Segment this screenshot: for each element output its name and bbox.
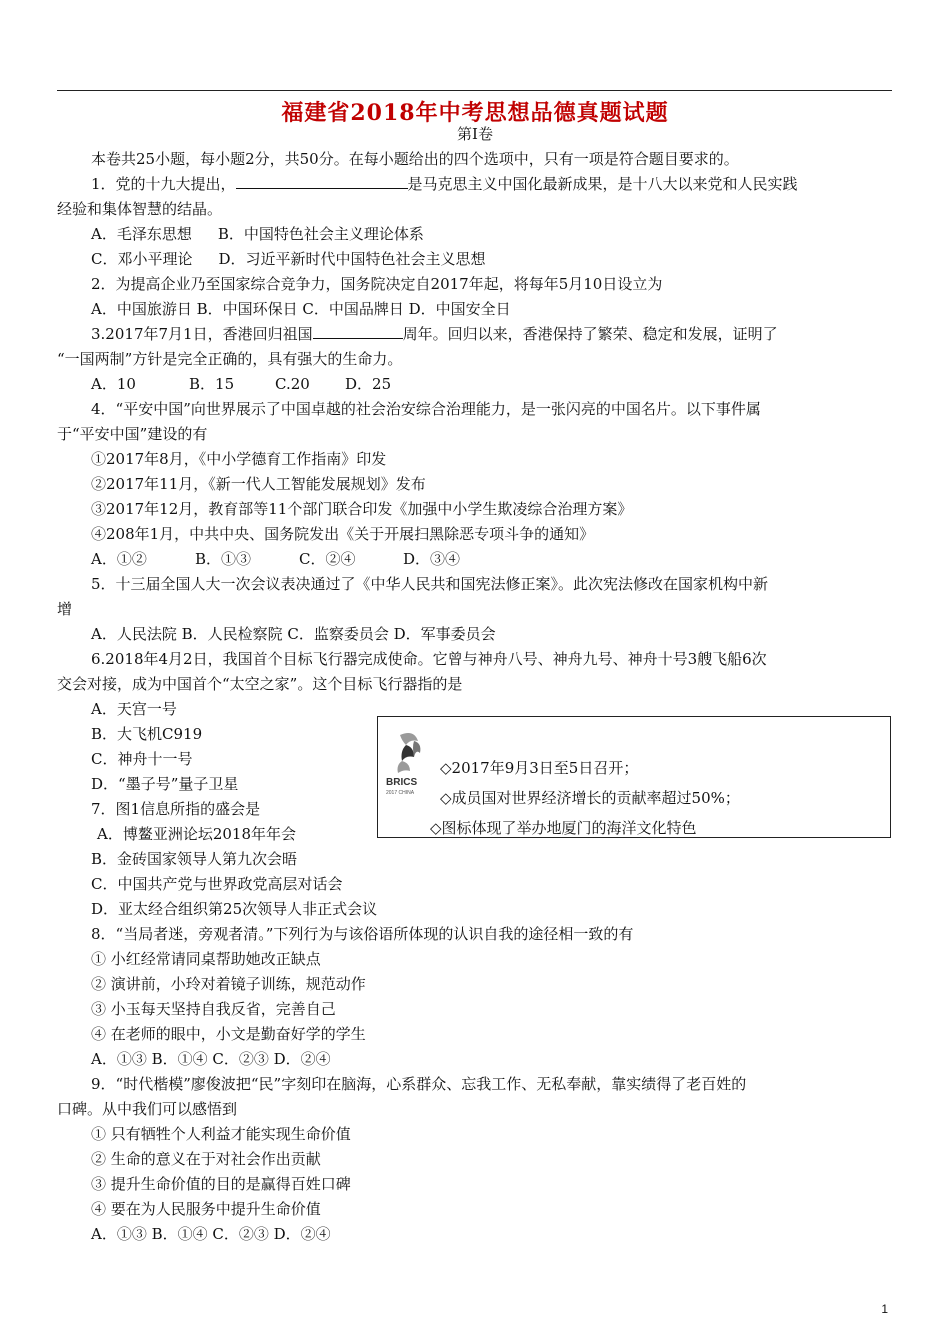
question-6-stem: 6.2018年4月2日，我国首个目标飞行器完成使命。它曾与神舟八号、神舟九号、神舟十号3艘飞船6次 (91, 650, 767, 668)
question-6-option: D．“墨子号”量子卫星 (91, 775, 239, 793)
question-9-options: A．①③ B．①④ C．②③ D．②④ (91, 1225, 331, 1243)
question-4-item: ①2017年8月，《中小学德育工作指南》印发 (91, 450, 387, 468)
answer-blank (236, 173, 408, 189)
question-1-options-row1: A．毛泽东思想 B．中国特色社会主义理论体系 (91, 225, 424, 243)
question-1-options-row2: C．邓小平理论 D．习近平新时代中国特色社会主义思想 (91, 250, 486, 268)
question-9-stem-cont: 口碑。从中我们可以感悟到 (57, 1100, 238, 1118)
page-title: 福建省2018年中考思想品德真题试题 (281, 100, 669, 126)
section-title: 第Ⅰ卷 (457, 125, 493, 143)
question-9-item: ③ 提升生命价值的目的是赢得百姓口碑 (91, 1175, 351, 1193)
brics-logo-icon (384, 727, 438, 797)
question-3-options: A．10 B．15 C.20 D．25 (91, 375, 392, 393)
question-9-item: ④ 要在为人民服务中提升生命价值 (91, 1200, 321, 1218)
question-4-item: ②2017年11月，《新一代人工智能发展规划》发布 (91, 475, 426, 493)
answer-blank (313, 323, 403, 339)
question-5-stem: 5．十三届全国人大一次会议表决通过了《中华人民共和国宪法修正案》。此次宪法修改在国家机构中新 (91, 575, 769, 593)
question-7-stem: 7．图1信息所指的盛会是 (91, 800, 261, 818)
question-4-options: A．①② B．①③ C．②④ D．③④ (91, 550, 461, 568)
question-body (57, 147, 897, 1247)
question-8-item: ③ 小玉每天坚持自我反省，完善自己 (91, 1000, 336, 1018)
logo-text: BRICS (386, 777, 418, 788)
question-3-stem-cont: “一国两制”方针是完全正确的，具有强大的生命力。 (57, 350, 403, 368)
question-4-stem-cont: 于“平安中国”建设的有 (57, 425, 208, 443)
question-8-item: ④ 在老师的眼中，小文是勤奋好学的学生 (91, 1025, 366, 1043)
question-9-item: ② 生命的意义在于对社会作出贡献 (91, 1150, 321, 1168)
question-2-options: A．中国旅游日 B．中国环保日 C．中国品牌日 D．中国安全日 (91, 300, 511, 318)
question-4-stem: 4．“平安中国”向世界展示了中国卓越的社会治安综合治理能力，是一张闪亮的中国名片。以下事件属 (91, 400, 761, 418)
question-9-stem: 9．“时代楷模”廖俊波把“民”字刻印在脑海，心系群众、忘我工作、无私奉献，靠实绩得了老百姓的 (91, 1075, 747, 1093)
question-8-stem: 8．“当局者迷，旁观者清。”下列行为与该俗语所体现的认识自我的途径相一致的有 (91, 925, 634, 943)
question-3-stem: 3.2017年7月1日，香港回归祖国 周年。回归以来，香港保持了繁荣、稳定和发展，证明了 (91, 325, 778, 343)
question-4-item: ③2017年12月，教育部等11个部门联合印发《加强中小学生欺凌综合治理方案》 (91, 500, 633, 518)
question-6-option: C．神舟十一号 (91, 750, 193, 768)
question-1-stem: 1．党的十九大提出， 是马克思主义中国化最新成果，是十八大以来党和人民实践 (91, 175, 798, 193)
question-8-options: A．①③ B．①④ C．②③ D．②④ (91, 1050, 331, 1068)
figure-line-2: ◇成员国对世界经济增长的贡献率超过50%； (440, 789, 740, 807)
question-2-stem: 2．为提高企业乃至国家综合竞争力，国务院决定自2017年起，将每年5月10日设立为 (91, 275, 663, 293)
question-7-option: C．中国共产党与世界政党高层对话会 (91, 875, 343, 893)
question-6-option: B．大飞机C919 (91, 725, 203, 743)
question-6-option: A．天宫一号 (91, 700, 177, 718)
page-number: 1 (881, 1302, 888, 1316)
question-1-stem-cont: 经验和集体智慧的结晶。 (57, 200, 223, 218)
intro-text: 本卷共25小题，每小题2分，共50分。在每小题给出的四个选项中，只有一项是符合题目要求的。 (91, 150, 739, 168)
brics-logo (384, 727, 438, 797)
figure-line-1: ◇2017年9月3日至5日召开； (440, 759, 639, 777)
logo-subtext: 2017 CHINA (386, 790, 415, 796)
figure-line-3: ◇图标体现了举办地厦门的海洋文化特色 (430, 819, 697, 837)
question-7-option: D．亚太经合组织第25次领导人非正式会议 (91, 900, 378, 918)
question-9-item: ① 只有牺牲个人利益才能实现生命价值 (91, 1125, 351, 1143)
question-7-option: A．博鳌亚洲论坛2018年年会 (97, 825, 297, 843)
question-4-item: ④208年1月，中共中央、国务院发出《关于开展扫黑除恶专项斗争的通知》 (91, 525, 595, 543)
question-5-stem-cont: 增 (57, 600, 73, 618)
header-rule (57, 90, 892, 91)
question-7-option: B．金砖国家领导人第九次会晤 (91, 850, 298, 868)
figure-1-box (377, 716, 891, 838)
question-8-item: ① 小红经常请同桌帮助她改正缺点 (91, 950, 321, 968)
question-8-item: ② 演讲前，小玲对着镜子训练，规范动作 (91, 975, 366, 993)
question-6-stem-cont: 交会对接，成为中国首个“太空之家”。这个目标飞行器指的是 (57, 675, 463, 693)
question-5-options: A．人民法院 B．人民检察院 C．监察委员会 D．军事委员会 (91, 625, 496, 643)
